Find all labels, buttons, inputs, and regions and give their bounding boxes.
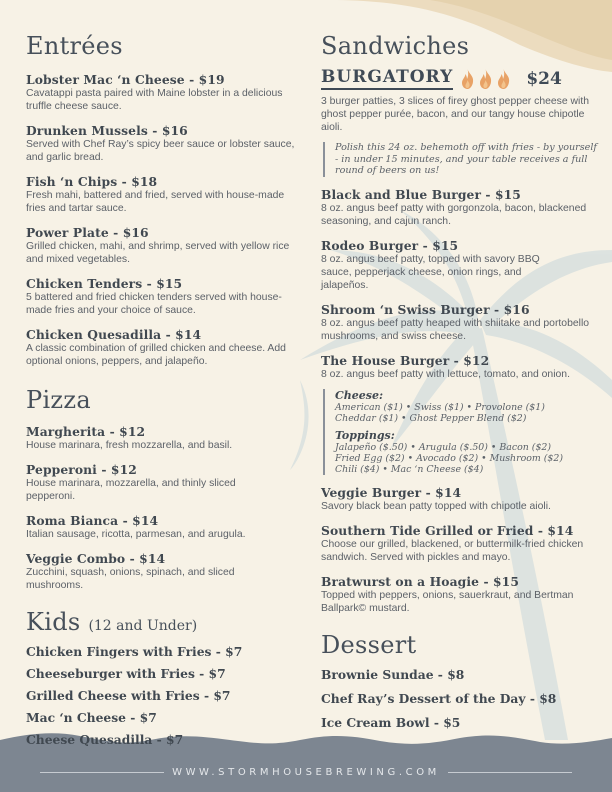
menu-item <box>26 174 301 215</box>
menu-item <box>26 513 301 541</box>
item-name: Southern Tide Grilled or Fried - $14 <box>321 522 574 538</box>
menu-item <box>321 187 601 228</box>
toppings-options: Jalapeño ($.50) • Arugula ($.50) • Bacon ($2) <box>335 441 552 453</box>
item-name: Chicken Quesadilla - $14 <box>26 327 202 342</box>
menu-item <box>26 123 301 164</box>
burgatory-price: $24 <box>526 69 562 89</box>
kids-subtitle: (12 and Under) <box>88 618 198 634</box>
item-name: Pepperoni - $12 <box>26 462 137 477</box>
left-column <box>26 28 301 747</box>
menu-item <box>26 225 301 266</box>
item-description: Savory black bean patty topped with chipotle aioli. <box>321 500 551 512</box>
toppings-options: Chili ($4) • Mac ‘n Cheese ($4) <box>335 463 484 475</box>
pizza-title: Pizza <box>26 386 91 414</box>
item-name: Bratwurst on a Hoagie - $15 <box>321 573 519 589</box>
menu-item <box>26 424 301 452</box>
item-name: Roma Bianca - $14 <box>26 513 159 528</box>
menu-item <box>26 72 301 113</box>
burgatory-header <box>321 67 601 91</box>
menu-item <box>321 238 601 292</box>
menu-item <box>26 276 301 317</box>
item-description: Choose our grilled, blackened, or buttermilk-fried chicken sandwich. Served with pickles and mayo. <box>321 538 584 563</box>
item-description: 5 battered and fried chicken tenders served with house-made fries and your choice of sauce. <box>26 292 282 316</box>
item-name: Margherita - $12 <box>26 424 146 439</box>
item-name: Lobster Mac ‘n Cheese - $19 <box>26 72 225 87</box>
kids-title <box>26 610 301 634</box>
item-description: 8 oz. angus beef patty with gorgonzola, bacon, blackened seasoning, and cajun ranch. <box>321 202 587 227</box>
flame-icon <box>477 68 494 90</box>
item-name: Shroom ‘n Swiss Burger - $16 <box>321 301 530 317</box>
list-item: Chef Ray’s Dessert of the Day - $8 <box>321 690 557 706</box>
entrees-title: Entrées <box>26 32 123 60</box>
toppings-title: Toppings: <box>335 428 395 442</box>
item-name: Fish ‘n Chips - $18 <box>26 174 158 189</box>
item-description: House marinara, mozzarella, and thinly sliced pepperoni. <box>26 478 236 502</box>
kids-list <box>26 644 301 747</box>
item-description: Zucchini, squash, onions, spinach, and sliced mushrooms. <box>26 567 235 591</box>
menu-item <box>26 327 301 368</box>
toppings-options: Fried Egg ($2) • Avocado ($2) • Mushroom ($2) <box>335 452 563 464</box>
footer-rule-right <box>448 772 572 773</box>
list-item: Cheese Quesadilla - $7 <box>26 732 184 747</box>
pizza-list <box>26 424 301 592</box>
list-item: Mac ‘n Cheese - $7 <box>26 710 157 725</box>
burgatory-logo: BURGATORY <box>321 68 453 90</box>
flame-group <box>459 68 512 90</box>
item-description: House marinara, fresh mozzarella, and basil. <box>26 440 233 451</box>
footer <box>0 767 612 778</box>
cheese-options: American ($1) • Swiss ($1) • Provolone ($1) <box>335 401 545 413</box>
menu-item <box>321 485 601 513</box>
item-description: Fresh mahi, battered and fried, served with house-made fries and tartar sauce. <box>26 190 285 214</box>
item-description: Topped with peppers, onions, sauerkraut, and Bertman Ballpark© mustard. <box>321 589 574 614</box>
list-item: Grilled Cheese with Fries - $7 <box>26 688 231 703</box>
item-name: Veggie Combo - $14 <box>26 551 166 566</box>
menu-item <box>321 523 601 564</box>
item-description: A classic combination of grilled chicken and cheese. Add optional onions, peppers, and jalapeño. <box>26 343 286 367</box>
item-name: Chicken Tenders - $15 <box>26 276 183 291</box>
flame-icon <box>459 68 476 90</box>
item-description: Served with Chef Ray’s spicy beer sauce or lobster sauce, and garlic bread. <box>26 139 295 163</box>
item-name: Rodeo Burger - $15 <box>321 237 459 253</box>
website-link[interactable]: WWW.STORMHOUSEBREWING.COM <box>172 767 440 778</box>
footer-rule-left <box>40 772 164 773</box>
item-name: Veggie Burger - $14 <box>321 484 462 500</box>
list-item: Brownie Sundae - $8 <box>321 666 465 682</box>
sandwich-list-2 <box>321 485 601 615</box>
cheese-options: Cheddar ($1) • Ghost Pepper Blend ($2) <box>335 412 527 424</box>
menu-item <box>321 353 601 381</box>
burgatory-challenge: Polish this 24 oz. behemoth off with fries - by yourself - in under 15 minutes, and your table receives a full round of beers on us! <box>323 142 601 177</box>
menu-item <box>26 551 301 592</box>
item-name: Black and Blue Burger - $15 <box>321 186 521 202</box>
menu-item <box>321 302 601 343</box>
item-description: Italian sausage, ricotta, parmesan, and arugula. <box>26 529 246 540</box>
cheese-title: Cheese: <box>335 388 384 402</box>
item-description: Grilled chicken, mahi, and shrimp, served with yellow rice and mixed vegetables. <box>26 241 290 265</box>
sandwich-list <box>321 187 601 381</box>
dessert-list <box>321 667 601 730</box>
item-description: 8 oz. angus beef patty with lettuce, tomato, and onion. <box>321 368 570 380</box>
entrees-list <box>26 72 301 368</box>
item-name: Drunken Mussels - $16 <box>26 123 188 138</box>
item-name: Power Plate - $16 <box>26 225 149 240</box>
dessert-title: Dessert <box>321 630 417 659</box>
list-item: Ice Cream Bowl - $5 <box>321 714 461 730</box>
burger-addons <box>323 389 601 475</box>
flame-icon <box>495 68 512 90</box>
menu-item <box>321 574 601 615</box>
list-item: Chicken Fingers with Fries - $7 <box>26 644 243 659</box>
list-item: Cheeseburger with Fries - $7 <box>26 666 226 681</box>
item-description: Cavatappi pasta paired with Maine lobster in a delicious truffle cheese sauce. <box>26 88 283 112</box>
sandwiches-title: Sandwiches <box>321 32 470 60</box>
menu-item <box>26 462 301 503</box>
burgatory-description: 3 burger patties, 3 slices of firey ghost pepper cheese with ghost pepper purée, bacon, and our tangy house chipotle aioli. <box>321 96 589 133</box>
item-description: 8 oz. angus beef patty heaped with shiitake and portobello mushrooms, and swiss cheese. <box>321 317 590 342</box>
kids-title-text: Kids <box>26 608 81 636</box>
right-column <box>321 28 601 730</box>
item-description: 8 oz. angus beef patty, topped with savory BBQ sauce, pepperjack cheese, onion rings, and jalapeños. <box>321 253 540 291</box>
item-name: The House Burger - $12 <box>321 352 490 368</box>
